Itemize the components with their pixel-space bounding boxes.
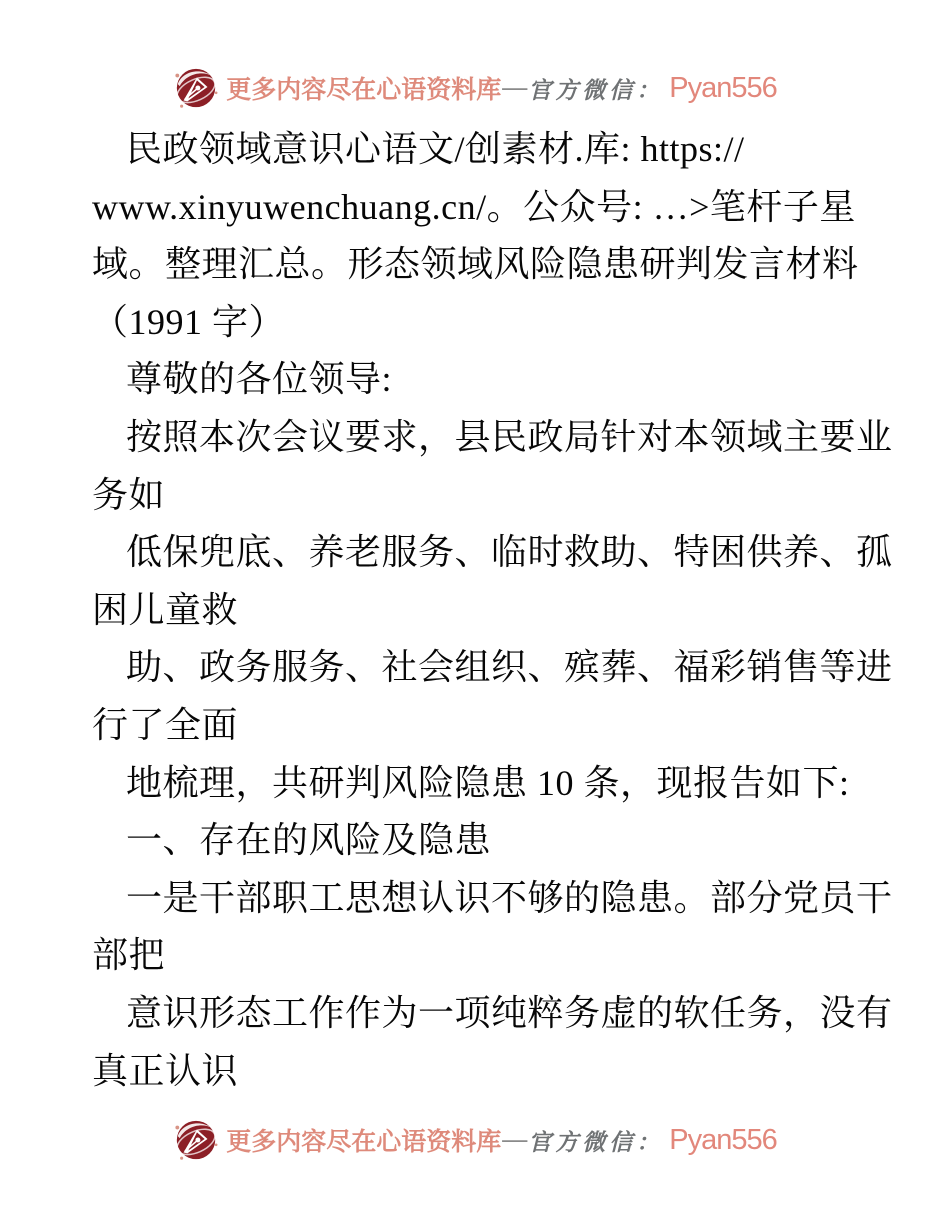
document-line: 助、政务服务、社会组织、殡葬、福彩销售等进 — [126, 647, 893, 688]
document-line: 真正认识 — [92, 1050, 239, 1091]
brand-dash: — — [502, 1126, 528, 1153]
document-line: （1991 字） — [92, 301, 286, 342]
brand-site-text: 更多内容尽在心语资料库 — [226, 77, 502, 104]
document-line: 务如 — [92, 474, 166, 515]
document-line: 行了全面 — [92, 704, 239, 745]
document-line: 困儿童救 — [92, 589, 239, 630]
wechat-id: Pyan556 — [669, 1123, 777, 1156]
pen-nib-logo-icon — [173, 65, 219, 111]
document-line: 意识形态工作作为一项纯粹务虚的软任务，没有 — [126, 992, 893, 1033]
document-line: 一、存在的风险及隐患 — [126, 820, 492, 861]
document-line: 低保兜底、养老服务、临时救助、特困供养、孤 — [126, 532, 893, 573]
brand-dash: — — [502, 74, 528, 101]
document-line: 域。整理汇总。形态领域风险隐患研判发言材料 — [92, 244, 859, 285]
wechat-label: 官方微信： — [528, 1129, 664, 1155]
wechat-label: 官方微信： — [528, 77, 664, 103]
document-line: www.xinyuwenchuang.cn/。公众号: …>笔杆子星 — [92, 186, 856, 227]
document-line: 一是干部职工思想认识不够的隐患。部分党员干 — [126, 877, 893, 918]
brand-site-text: 更多内容尽在心语资料库 — [226, 1129, 502, 1156]
document-body — [92, 121, 893, 1100]
wechat-id: Pyan556 — [669, 71, 777, 104]
document-line: 部把 — [92, 935, 166, 976]
header-watermark — [0, 62, 950, 114]
pen-nib-logo-icon — [173, 1117, 219, 1163]
document-line: 按照本次会议要求，县民政局针对本领域主要业 — [126, 416, 893, 457]
document-line: 民政领域意识心语文/创素材.库: https:// — [126, 129, 745, 169]
document-line: 尊敬的各位领导: — [126, 359, 393, 400]
footer-watermark — [0, 1114, 950, 1166]
document-line: 地梳理，共研判风险隐患 10 条，现报告如下: — [126, 762, 850, 803]
